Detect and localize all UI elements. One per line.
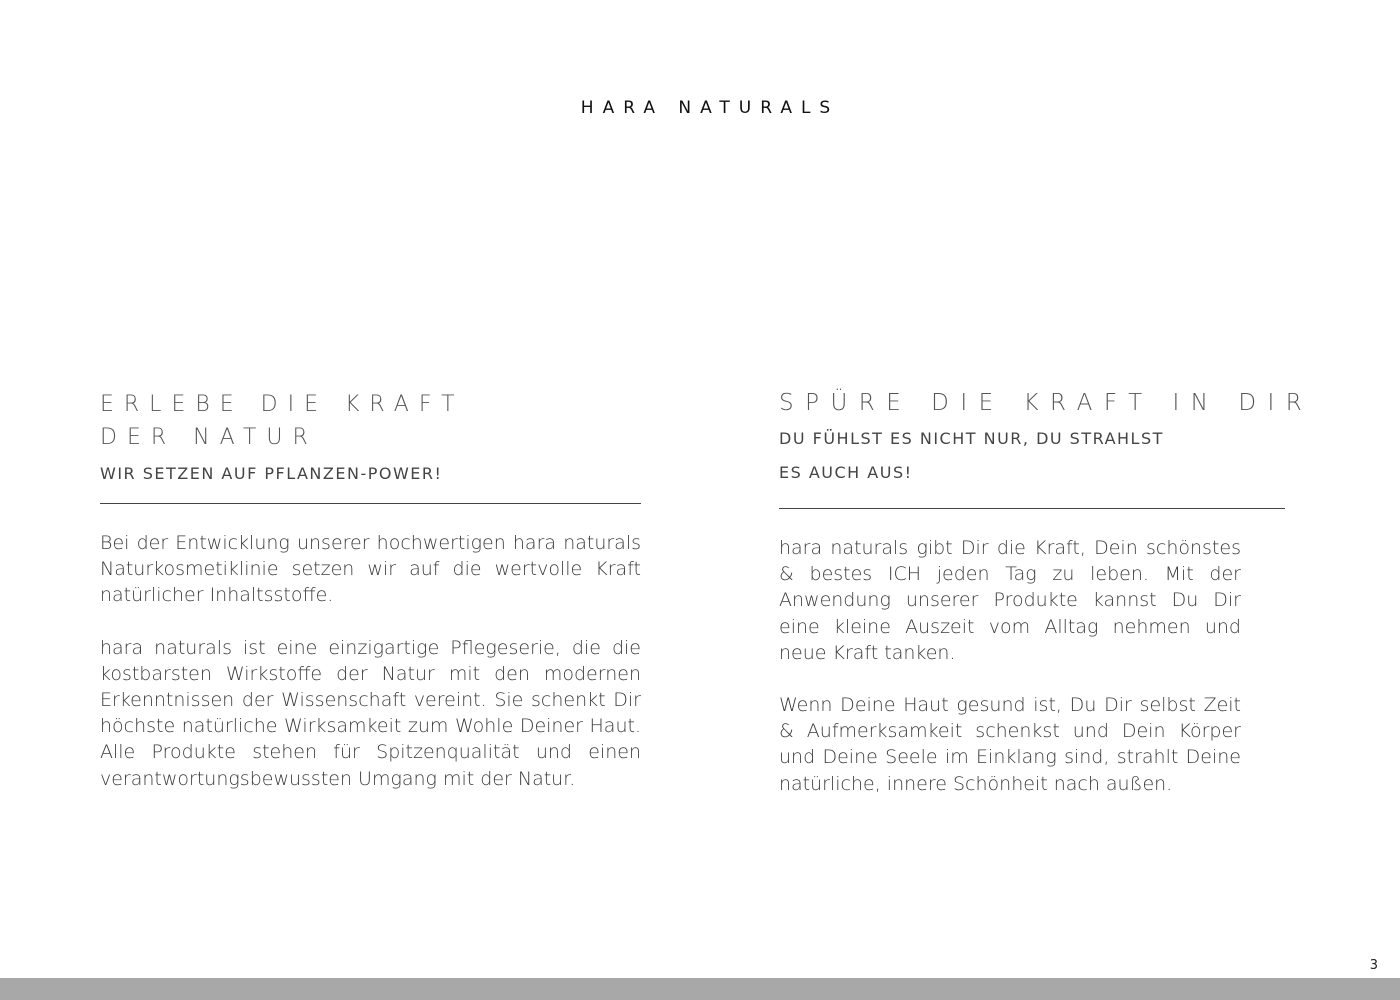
left-divider: [100, 503, 641, 504]
right-subheading-line-2: ES AUCH AUS!: [779, 463, 913, 482]
right-subheading-line-1: DU FÜHLST ES NICHT NUR, DU STRAHLST: [779, 429, 1164, 448]
left-body: [100, 530, 641, 792]
right-body: [779, 535, 1241, 797]
left-paragraph-2: hara naturals ist eine einzigartige Pflegeserie, die die kostbarsten Wirkstoffe der Natur mit den modernen Erkenntnissen der Wissenschaft vereint. Sie schenkt Dir höchste natürliche Wirksamkeit zum Wohle Deiner Haut. Alle Produkte stehen für Spitzenqualität und einen verantwortungsbewussten Umgang mit der Natur.: [100, 636, 641, 790]
left-subheading: WIR SETZEN AUF PFLANZEN-POWER!: [100, 464, 443, 483]
left-heading-line-1: ERLEBE DIE KRAFT: [100, 392, 465, 417]
right-column: [779, 388, 1314, 823]
left-column: [100, 388, 641, 818]
left-paragraph-1: Bei der Entwicklung unserer hochwertigen hara naturals Naturkosmetiklinie setzen wir auf die wertvolle Kraft natürlicher Inhaltsstoffe.: [100, 532, 641, 607]
footer-bar: [0, 978, 1400, 1000]
right-paragraph-1: hara naturals gibt Dir die Kraft, Dein schönstes & bestes ICH jeden Tag zu leben. Mit der Anwendung unserer Produkte kannst Du Dir eine kleine Auszeit vom Alltag nehmen und neue Kraft tanken.: [779, 537, 1241, 664]
right-paragraph-2: Wenn Deine Haut gesund ist, Du Dir selbst Zeit & Aufmerksamkeit schenkst und Dein Körper und Deine Seele im Einklang sind, strahlt Deine natürliche, innere Schönheit nach außen.: [779, 694, 1241, 795]
right-subheading: [779, 422, 1285, 490]
left-heading: [100, 388, 641, 454]
left-heading-line-2: DER NATUR: [100, 425, 318, 450]
right-divider: [779, 508, 1285, 509]
brand-title: HARA NATURALS: [580, 98, 840, 118]
right-heading: SPÜRE DIE KRAFT IN DIR: [779, 390, 1314, 416]
page-number: 3: [1369, 958, 1378, 973]
